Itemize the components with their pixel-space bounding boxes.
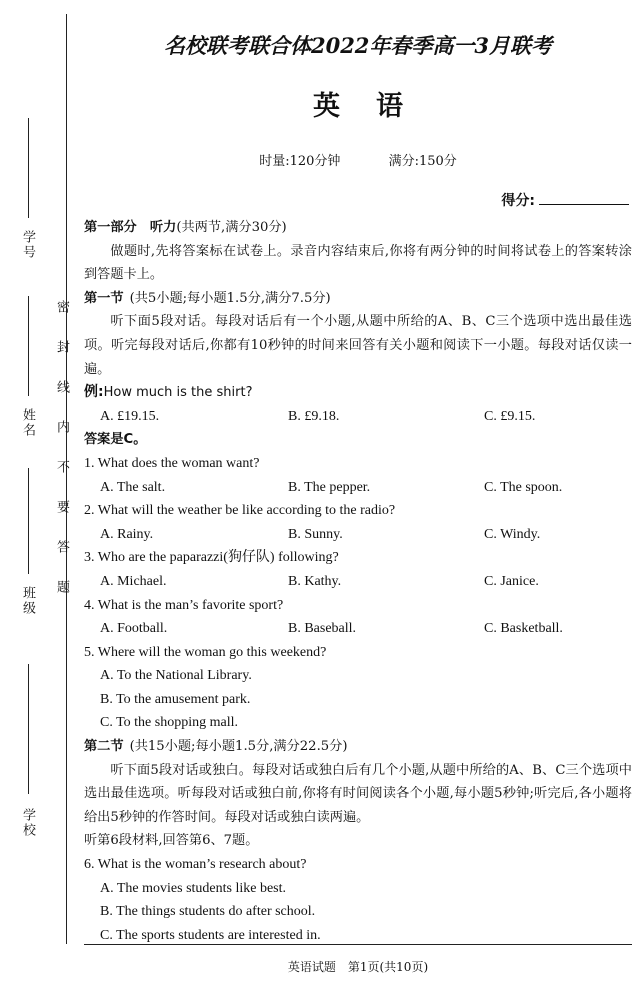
label-class: 班级 (20, 586, 35, 616)
label-name: 姓名 (20, 408, 35, 438)
time-limit: 时量:120分钟 (259, 154, 341, 169)
blank-student-id (28, 118, 29, 218)
full-score: 满分:150分 (388, 154, 457, 169)
question-6-option-b: B. The things students do after school. (100, 904, 316, 920)
question-4: 4. What is the man’s favorite sport? (84, 597, 284, 613)
question-6: 6. What is the woman’s research about? (84, 857, 307, 873)
example-question: 例:How much is the shirt? (84, 384, 253, 401)
question-2-options: A. Rainy. B. Sunny. C. Windy. (100, 526, 541, 542)
question-5-option-a: A. To the National Library. (100, 668, 252, 684)
blank-name (28, 296, 29, 396)
label-student-id: 学号 (20, 230, 35, 260)
section2-heading: 第二节 (共15小题;每小题1.5分,满分22.5分) (84, 739, 348, 755)
blank-class (28, 468, 29, 574)
exam-body (84, 216, 632, 947)
section2-instructions: 听下面5段对话或独白。每段对话或独白后有几个小题,从题中所给的A、B、C三个选项中选出最佳选项。听每段对话或独白前,你将有时间阅读各个小题,每小题5秒钟;听完后,各小题将给出5秒钟的作答时间。每段对话或独白读两遍。 (84, 762, 632, 825)
question-4-options: A. Football. B. Baseball. C. Basketball. (100, 621, 563, 637)
question-5: 5. Where will the woman go this weekend? (84, 644, 327, 660)
score-label: 得分: (501, 193, 535, 209)
question-6-option-a: A. The movies students like best. (100, 880, 286, 896)
section1-heading: 第一节 (共5小题;每小题1.5分,满分7.5分) (84, 290, 331, 306)
part1-heading: 第一部分 听力(共两节,满分30分) (84, 220, 287, 235)
page-footer: 英语试题 第1页(共10页) (287, 960, 429, 974)
section1-instructions: 听下面5段对话。每段对话后有一个小题,从题中所给的A、B、C三个选项中选出最佳选项。听完每段对话后,你都有10秒钟的时间来回答有关小题和阅读下一小题。每段对话仅读一遍。 (84, 314, 632, 377)
seal-warning: 密封线内不要答题 (54, 300, 69, 620)
footer-rule (84, 944, 632, 945)
question-1: 1. What does the woman want? (84, 455, 260, 471)
exam-meta (84, 150, 632, 169)
score-blank (539, 204, 629, 205)
blank-school (28, 664, 29, 794)
material-6: 听第6段材料,回答第6、7题。 (84, 833, 259, 849)
question-3: 3. Who are the paparazzi(狗仔队) following? (84, 550, 339, 566)
question-6-option-c: C. The sports students are interested in. (100, 927, 321, 943)
question-2: 2. What will the weather be like according to the radio? (84, 503, 396, 519)
subject-title: 英语 (313, 91, 439, 122)
example-answer: 答案是C。 (84, 432, 147, 448)
question-5-option-c: C. To the shopping mall. (100, 715, 238, 731)
question-5-option-b: B. To the amusement park. (100, 691, 251, 707)
question-1-options: A. The salt. B. The pepper. C. The spoon. (100, 479, 563, 495)
part1-instructions: 做题时,先将答案标在试卷上。录音内容结束后,你将有两分钟的时间将试卷上的答案转涂到答题卡上。 (84, 243, 632, 283)
exam-title: 名校联考联合体2022年春季高一3月联考 (163, 33, 553, 58)
question-3-options: A. Michael. B. Kathy. C. Janice. (100, 573, 539, 589)
example-options: A. £19.15. B. £9.18. C. £9.15. (100, 408, 536, 424)
label-school: 学校 (20, 808, 35, 838)
score-field (501, 190, 629, 210)
